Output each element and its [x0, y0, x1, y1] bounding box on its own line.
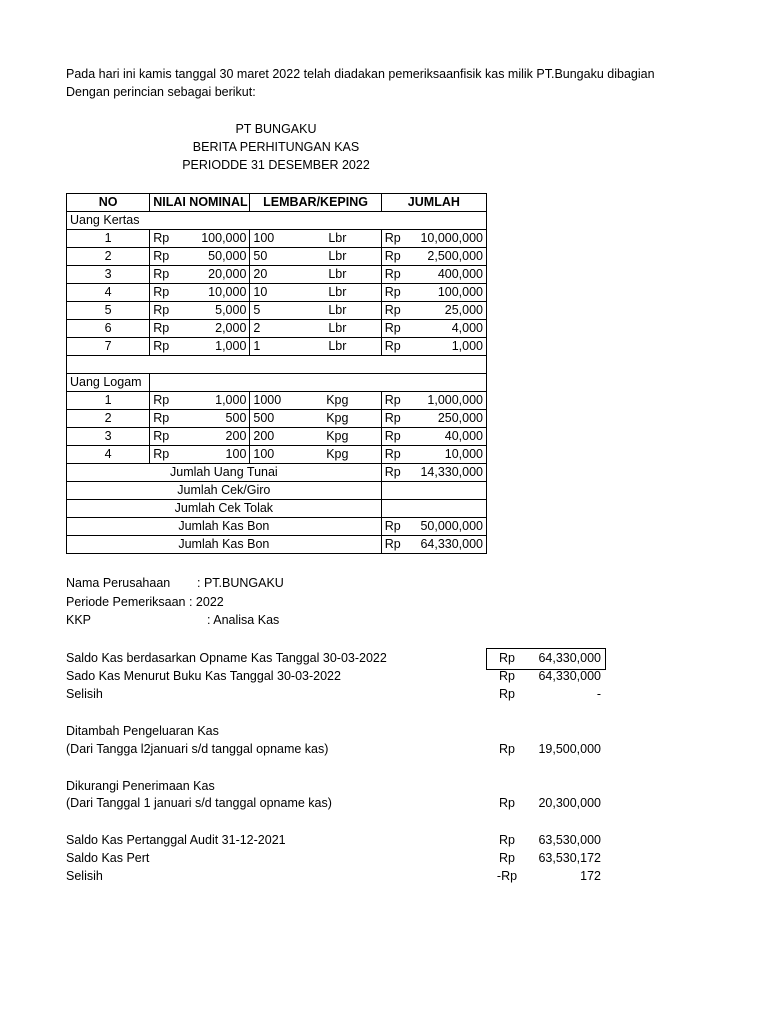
- analysis-value: 172: [580, 869, 601, 883]
- unit-value: Lbr: [294, 248, 381, 266]
- jumlah-rp: Rp: [381, 302, 407, 320]
- nominal-value: 100: [176, 446, 250, 464]
- analysis-label: Selisih: [66, 869, 103, 883]
- jumlah-value: 1,000,000: [407, 392, 486, 410]
- summary-label: Jumlah Cek Tolak: [67, 500, 382, 518]
- summary-row: [67, 536, 487, 554]
- summary-value: 64,330,000: [407, 536, 486, 554]
- nominal-rp: Rp: [150, 410, 176, 428]
- jumlah-rp: Rp: [381, 410, 407, 428]
- summary-label: Jumlah Kas Bon: [67, 518, 382, 536]
- jumlah-rp: Rp: [381, 320, 407, 338]
- row-no: 3: [67, 266, 150, 284]
- nominal-rp: Rp: [150, 320, 176, 338]
- summary-value: [407, 482, 486, 500]
- header-jumlah: JUMLAH: [381, 194, 486, 212]
- table-row: [67, 446, 487, 464]
- nominal-rp: Rp: [150, 338, 176, 356]
- table-row: [67, 320, 487, 338]
- summary-rp: [381, 482, 407, 500]
- jumlah-value: 250,000: [407, 410, 486, 428]
- unit-value: Lbr: [294, 302, 381, 320]
- row-no: 3: [67, 428, 150, 446]
- unit-value: Lbr: [294, 320, 381, 338]
- jumlah-value: 10,000,000: [407, 230, 486, 248]
- table-row: [67, 284, 487, 302]
- unit-value: Lbr: [294, 338, 381, 356]
- report-title: BERITA PERHITUNGAN KAS: [192, 140, 360, 154]
- qty-value: 200: [250, 428, 294, 446]
- jumlah-value: 40,000: [407, 428, 486, 446]
- analysis-label: Selisih: [66, 687, 103, 701]
- unit-value: Kpg: [294, 446, 381, 464]
- header-nominal: NILAI NOMINAL: [150, 194, 250, 212]
- section-row-kertas: [67, 212, 487, 230]
- table-row: [67, 410, 487, 428]
- company-title: PT BUNGAKU: [235, 122, 317, 136]
- qty-value: 500: [250, 410, 294, 428]
- table-row: [67, 230, 487, 248]
- row-no: 7: [67, 338, 150, 356]
- row-no: 1: [67, 392, 150, 410]
- nominal-rp: Rp: [150, 446, 176, 464]
- qty-value: 1000: [250, 392, 294, 410]
- blank-cell: [67, 356, 487, 374]
- section-label-logam: Uang Logam: [67, 374, 150, 392]
- analysis-value: 63,530,000: [538, 833, 601, 847]
- jumlah-rp: Rp: [381, 284, 407, 302]
- intro-line-2: Dengan perincian sebagai berikut:: [66, 85, 256, 99]
- qty-value: 2: [250, 320, 294, 338]
- nominal-value: 2,000: [176, 320, 250, 338]
- table-row: [67, 428, 487, 446]
- analysis-label: Sado Kas Menurut Buku Kas Tanggal 30-03-2022: [66, 669, 341, 683]
- company-name-value: : PT.BUNGAKU: [197, 576, 284, 590]
- analysis-rp: Rp: [499, 687, 515, 701]
- analysis-label: Saldo Kas berdasarkan Opname Kas Tanggal 30-03-2022: [66, 651, 387, 665]
- summary-row: [67, 464, 487, 482]
- analysis-label: Saldo Kas Pert: [66, 851, 150, 865]
- period-text: Periode Pemeriksaan : 2022: [66, 595, 224, 609]
- intro-line-1: Pada hari ini kamis tanggal 30 maret 2022 telah diadakan pemeriksaanfisik kas milik PT.Bungaku dibagian: [66, 67, 655, 81]
- analysis-rp: Rp: [499, 651, 515, 665]
- jumlah-value: 2,500,000: [407, 248, 486, 266]
- unit-value: Kpg: [294, 428, 381, 446]
- qty-value: 20: [250, 266, 294, 284]
- kkp-value: : Analisa Kas: [207, 613, 280, 627]
- unit-value: Kpg: [294, 410, 381, 428]
- nominal-value: 500: [176, 410, 250, 428]
- qty-value: 5: [250, 302, 294, 320]
- analysis-label: Dikurangi Penerimaan Kas: [66, 779, 215, 793]
- table-header-row: [67, 194, 487, 212]
- jumlah-rp: Rp: [381, 392, 407, 410]
- nominal-value: 1,000: [176, 392, 250, 410]
- jumlah-value: 1,000: [407, 338, 486, 356]
- nominal-rp: Rp: [150, 266, 176, 284]
- nominal-rp: Rp: [150, 428, 176, 446]
- jumlah-rp: Rp: [381, 446, 407, 464]
- analysis-rp: Rp: [499, 669, 515, 683]
- analysis-value: -: [596, 687, 601, 701]
- row-no: 2: [67, 248, 150, 266]
- header-lembar: LEMBAR/KEPING: [250, 194, 381, 212]
- analysis-value: 64,330,000: [538, 669, 601, 683]
- nominal-value: 10,000: [176, 284, 250, 302]
- jumlah-rp: Rp: [381, 248, 407, 266]
- table-row: [67, 302, 487, 320]
- analysis-label: (Dari Tanggal 1 januari s/d tanggal opname kas): [66, 796, 332, 810]
- analysis-value: 63,530,172: [538, 851, 601, 865]
- analysis-value: 20,300,000: [538, 796, 601, 810]
- summary-row: [67, 482, 487, 500]
- nominal-value: 50,000: [176, 248, 250, 266]
- section-label-kertas: Uang Kertas: [67, 212, 487, 230]
- qty-value: 1: [250, 338, 294, 356]
- jumlah-rp: Rp: [381, 230, 407, 248]
- summary-label: Jumlah Kas Bon: [67, 536, 382, 554]
- summary-rp: Rp: [381, 464, 407, 482]
- table-row: [67, 392, 487, 410]
- summary-rp: Rp: [381, 518, 407, 536]
- nominal-value: 1,000: [176, 338, 250, 356]
- section-row-logam: [67, 374, 487, 392]
- analysis-rp: Rp: [499, 742, 515, 756]
- analysis-rp: -Rp: [496, 869, 518, 883]
- qty-value: 100: [250, 446, 294, 464]
- analysis-rp: Rp: [499, 851, 515, 865]
- unit-value: Lbr: [294, 284, 381, 302]
- nominal-value: 200: [176, 428, 250, 446]
- analysis-label: Saldo Kas Pertanggal Audit 31-12-2021: [66, 833, 286, 847]
- row-no: 4: [67, 446, 150, 464]
- jumlah-rp: Rp: [381, 428, 407, 446]
- row-no: 1: [67, 230, 150, 248]
- summary-value: 14,330,000: [407, 464, 486, 482]
- unit-value: Lbr: [294, 266, 381, 284]
- analysis-rp: Rp: [499, 796, 515, 810]
- qty-value: 10: [250, 284, 294, 302]
- jumlah-rp: Rp: [381, 338, 407, 356]
- section-filler: [150, 374, 487, 392]
- table-row: [67, 266, 487, 284]
- row-no: 2: [67, 410, 150, 428]
- summary-row: [67, 500, 487, 518]
- summary-value: 50,000,000: [407, 518, 486, 536]
- nominal-value: 5,000: [176, 302, 250, 320]
- jumlah-value: 100,000: [407, 284, 486, 302]
- nominal-value: 100,000: [176, 230, 250, 248]
- qty-value: 100: [250, 230, 294, 248]
- jumlah-rp: Rp: [381, 266, 407, 284]
- summary-rp: [381, 500, 407, 518]
- summary-row: [67, 518, 487, 536]
- analysis-rp: Rp: [499, 833, 515, 847]
- unit-value: Kpg: [294, 392, 381, 410]
- nominal-rp: Rp: [150, 302, 176, 320]
- cash-count-table: [66, 193, 487, 554]
- jumlah-value: 400,000: [407, 266, 486, 284]
- analysis-label: Ditambah Pengeluaran Kas: [66, 724, 219, 738]
- row-no: 6: [67, 320, 150, 338]
- company-name-label: Nama Perusahaan: [66, 576, 171, 590]
- nominal-rp: Rp: [150, 392, 176, 410]
- jumlah-value: 10,000: [407, 446, 486, 464]
- nominal-rp: Rp: [150, 230, 176, 248]
- summary-label: Jumlah Uang Tunai: [67, 464, 382, 482]
- unit-value: Lbr: [294, 230, 381, 248]
- header-no: NO: [67, 194, 150, 212]
- nominal-rp: Rp: [150, 248, 176, 266]
- qty-value: 50: [250, 248, 294, 266]
- analysis-value: 19,500,000: [538, 742, 601, 756]
- nominal-value: 20,000: [176, 266, 250, 284]
- nominal-rp: Rp: [150, 284, 176, 302]
- jumlah-value: 4,000: [407, 320, 486, 338]
- table-row: [67, 248, 487, 266]
- summary-label: Jumlah Cek/Giro: [67, 482, 382, 500]
- summary-value: [407, 500, 486, 518]
- row-no: 4: [67, 284, 150, 302]
- summary-rp: Rp: [381, 536, 407, 554]
- row-no: 5: [67, 302, 150, 320]
- analysis-label: (Dari Tangga l2januari s/d tanggal opname kas): [66, 742, 329, 756]
- period-title: PERIODDE 31 DESEMBER 2022: [182, 158, 370, 172]
- table-row: [67, 338, 487, 356]
- jumlah-value: 25,000: [407, 302, 486, 320]
- kkp-label: KKP: [66, 613, 92, 627]
- analysis-value: 64,330,000: [538, 651, 601, 665]
- blank-row: [67, 356, 487, 374]
